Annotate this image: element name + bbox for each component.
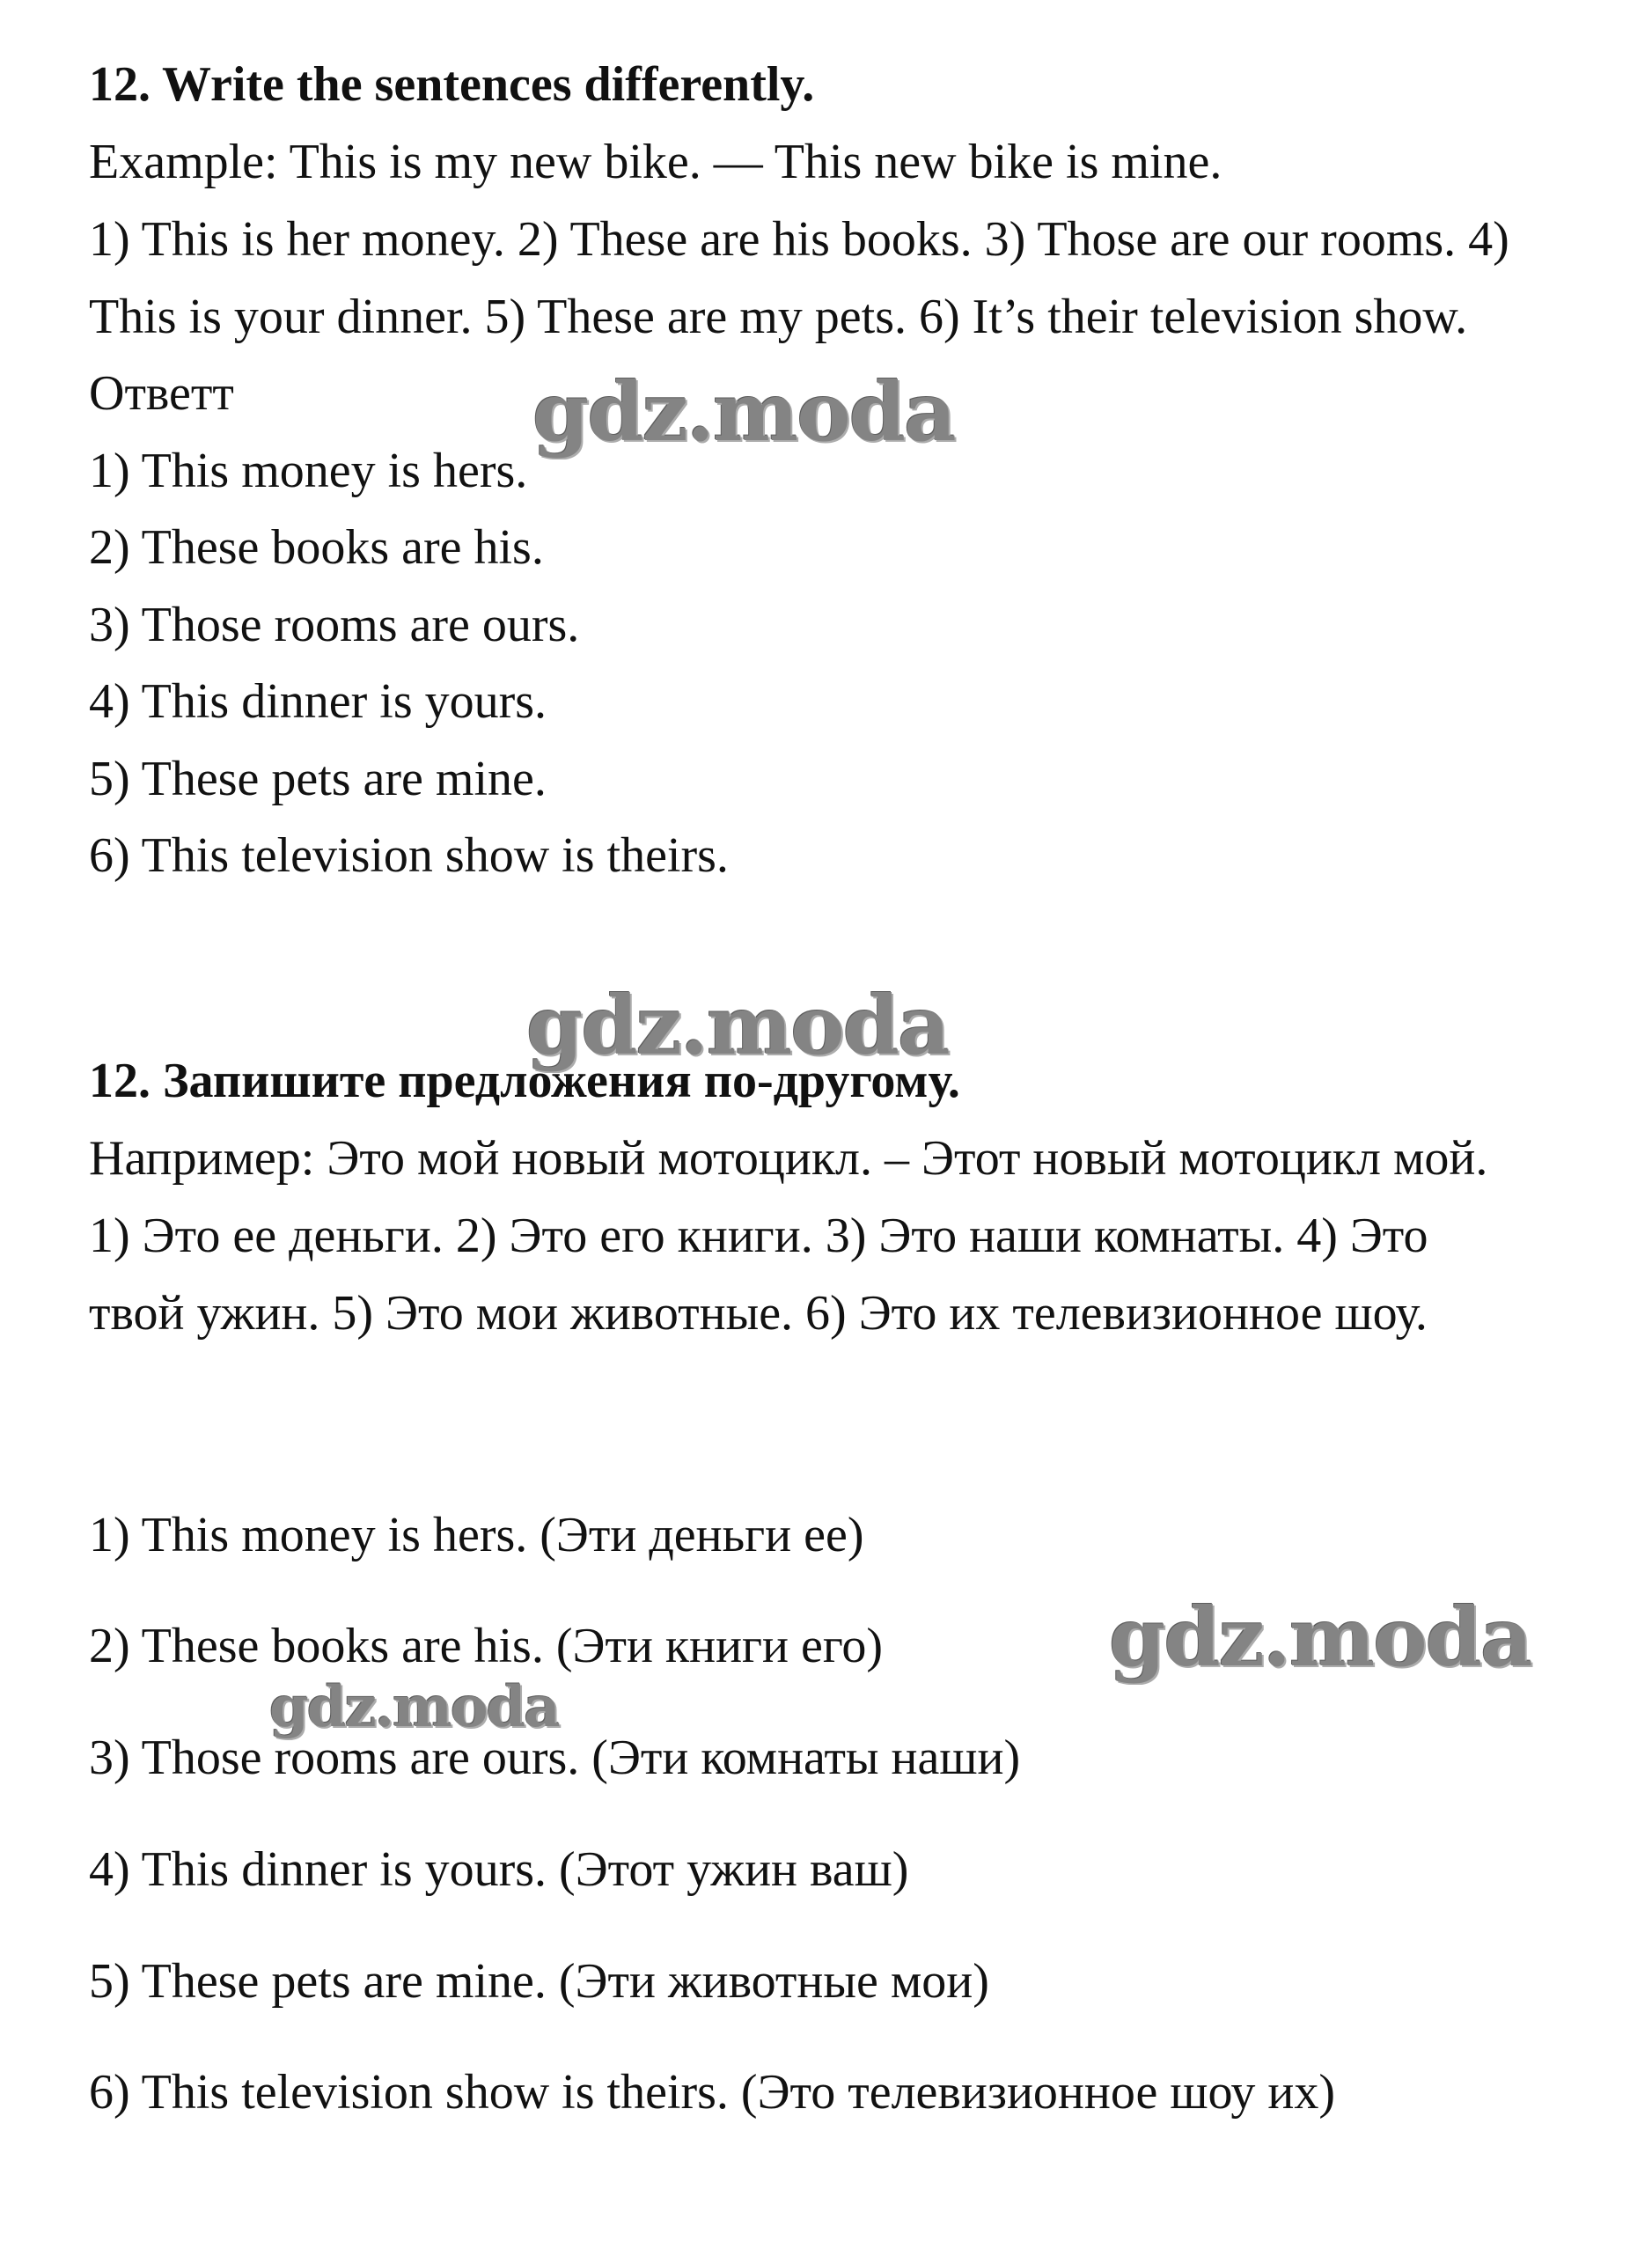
russian-task-line-2: твой ужин. 5) Это мои животные. 6) Это их телевизионное шоу.: [89, 1286, 1428, 1341]
english-task-line-1: 1) This is her money. 2) These are his books. 3) Those are our rooms. 4): [89, 212, 1509, 267]
russian-example: Например: Это мой новый мотоцикл. – Этот новый мотоцикл мой.: [89, 1131, 1488, 1186]
english-heading: 12. Write the sentences differently.: [89, 57, 815, 112]
translated-answer-2: 2) These books are his. (Эти книги его): [89, 1619, 884, 1673]
translated-answer-4: 4) This dinner is yours. (Этот ужин ваш): [89, 1842, 909, 1897]
watermark-logo-3: gdz.moda: [1109, 1590, 1531, 1685]
english-answer-4: 4) This dinner is yours.: [89, 674, 547, 729]
translated-answer-5: 5) These pets are mine. (Эти животные мои): [89, 1954, 989, 2009]
translated-answer-1: 1) This money is hers. (Эти деньги ее): [89, 1508, 864, 1562]
english-answer-2: 2) These books are his.: [89, 520, 544, 575]
answer-label: Ответт: [89, 366, 234, 421]
translated-answer-3: 3) Those rooms are ours. (Эти комнаты наши): [89, 1731, 1021, 1785]
english-answer-6: 6) This television show is theirs.: [89, 828, 729, 883]
translated-answer-6: 6) This television show is theirs. (Это телевизионное шоу их): [89, 2065, 1335, 2120]
watermark-logo-4: gdz.moda: [269, 1674, 559, 1740]
english-answer-1: 1) This money is hers.: [89, 444, 528, 498]
russian-heading: 12. Запишите предложения по-другому.: [89, 1054, 960, 1108]
english-answer-5: 5) These pets are mine.: [89, 752, 547, 806]
watermark-logo-2: gdz.moda: [526, 978, 949, 1073]
english-task-line-2: This is your dinner. 5) These are my pets. 6) It’s their television show.: [89, 290, 1468, 344]
english-example: Example: This is my new bike. — This new bike is mine.: [89, 135, 1222, 189]
watermark-logo-1: gdz.moda: [532, 364, 955, 459]
russian-task-line-1: 1) Это ее деньги. 2) Это его книги. 3) Это наши комнаты. 4) Это: [89, 1209, 1428, 1263]
english-answer-3: 3) Those rooms are ours.: [89, 598, 580, 652]
